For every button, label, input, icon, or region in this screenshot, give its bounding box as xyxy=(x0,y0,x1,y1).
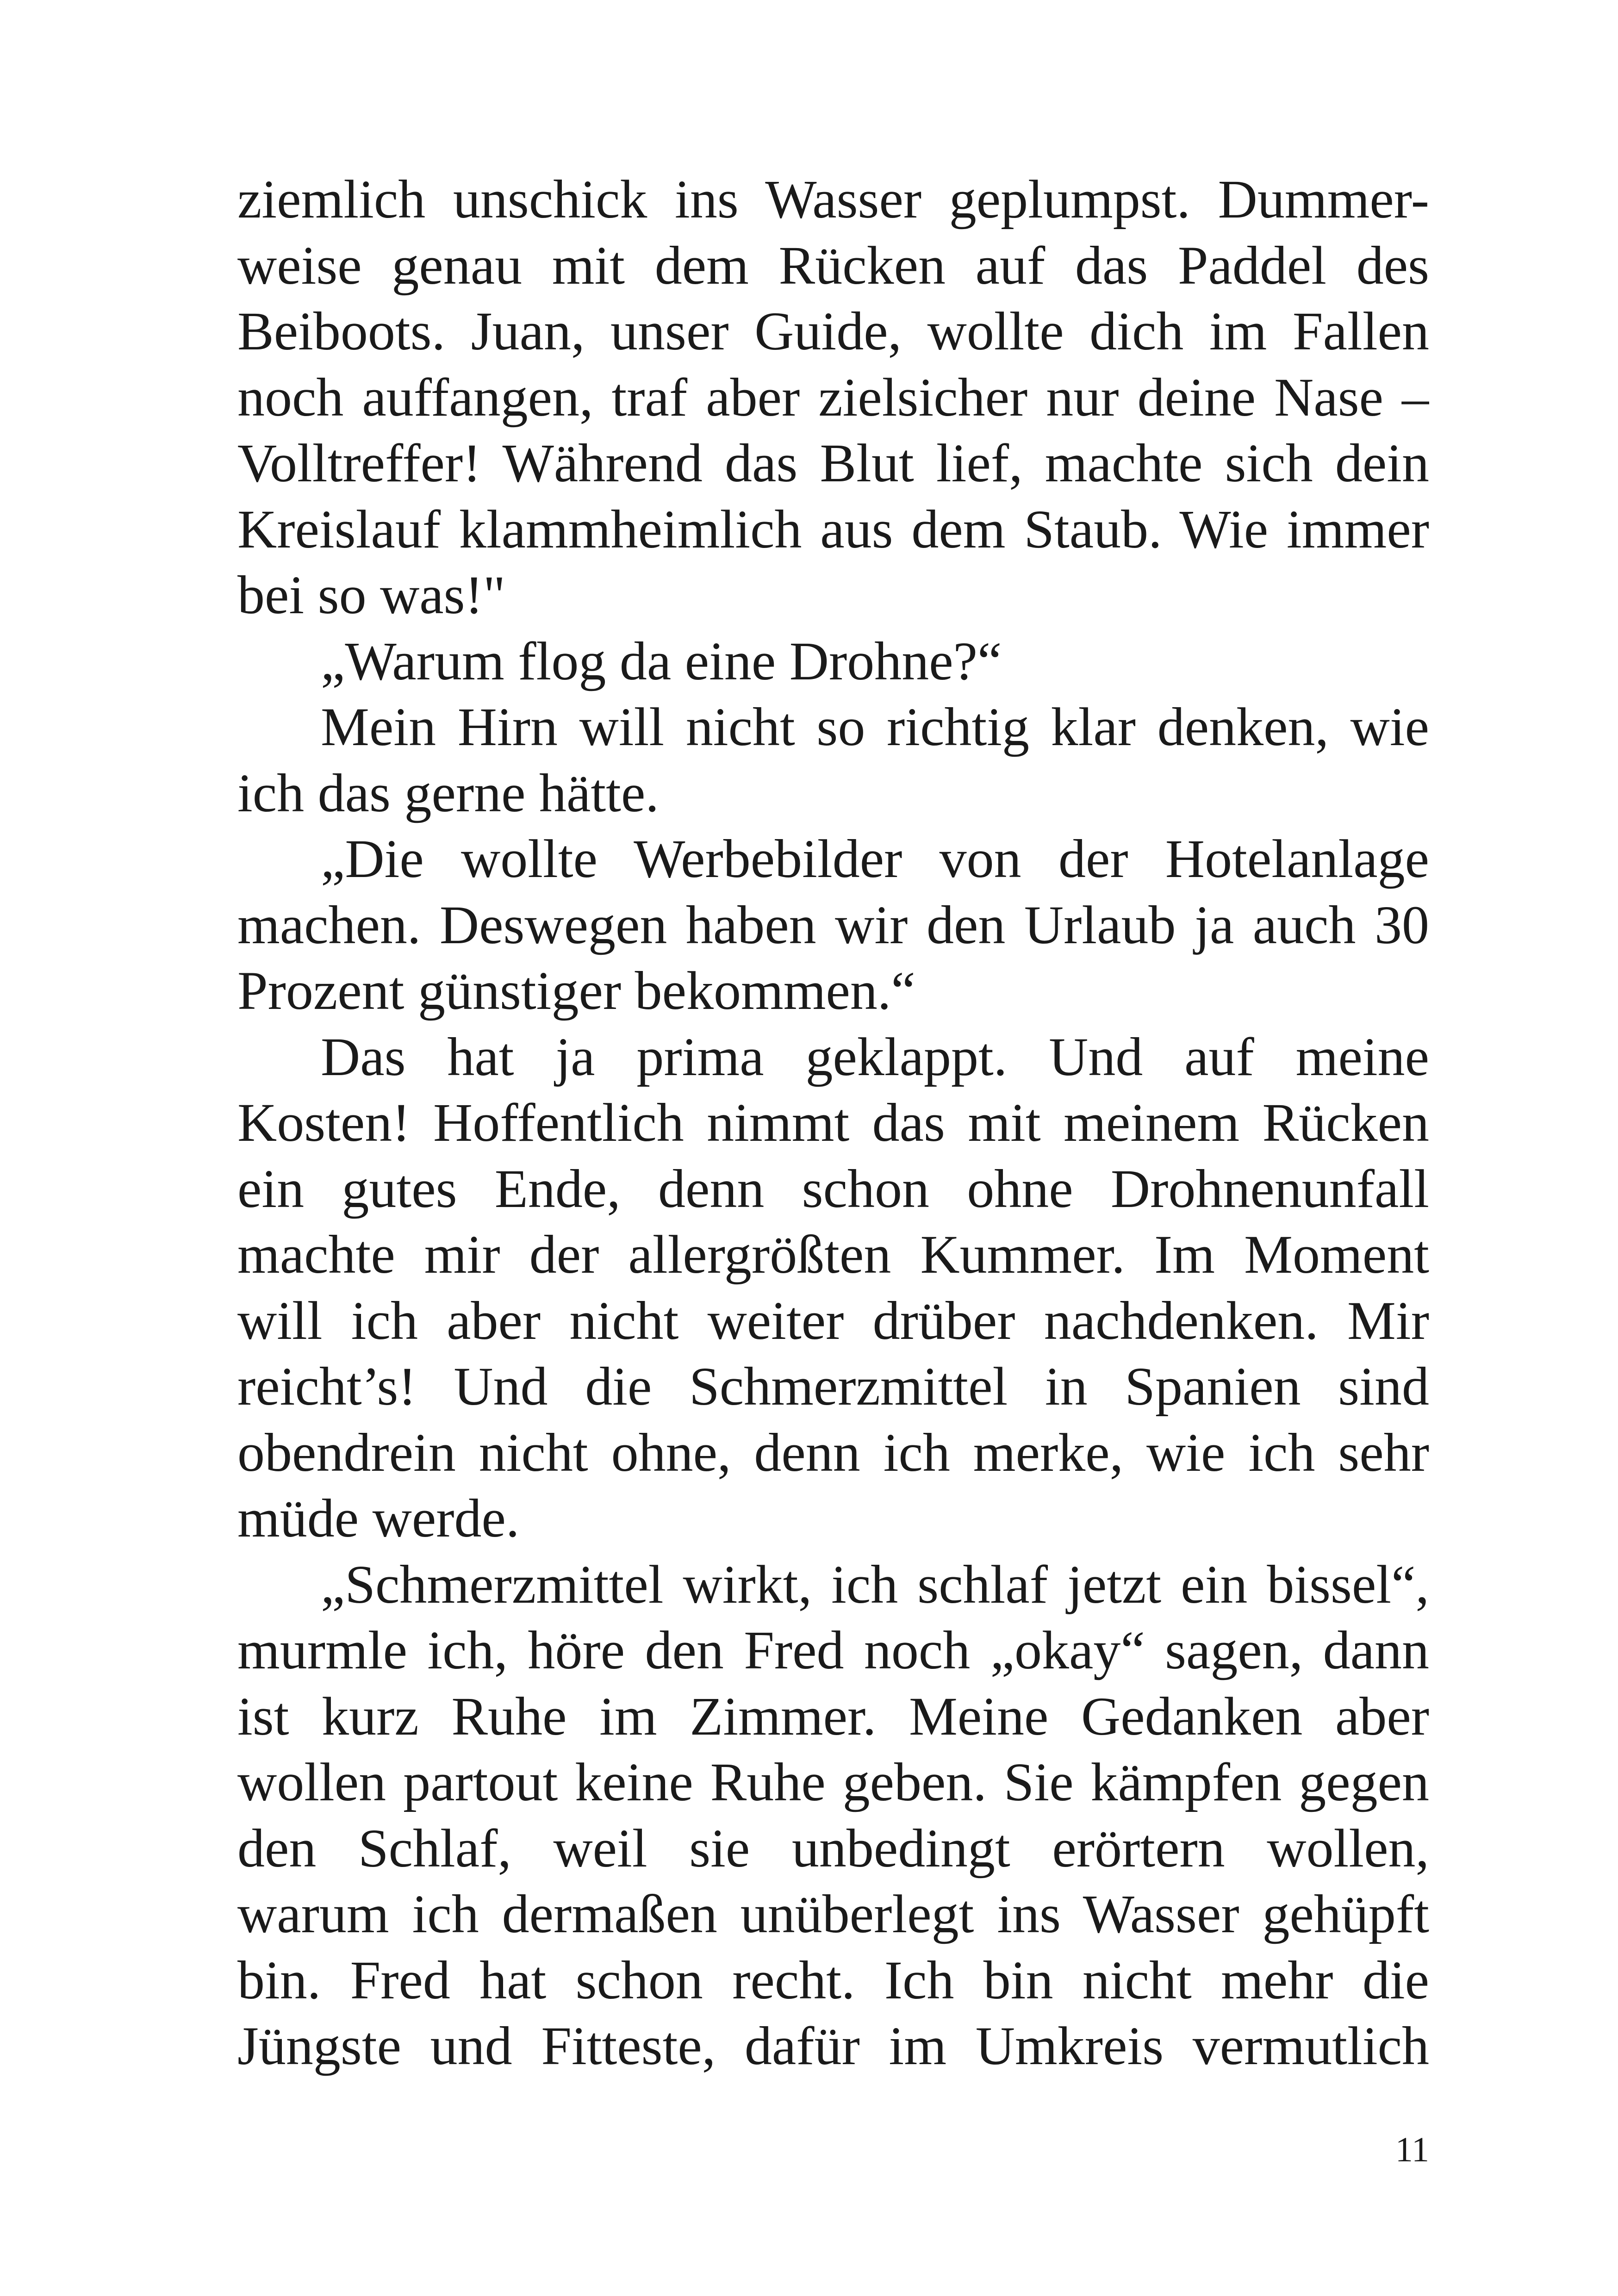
text-line: will ich aber nicht weiter drüber nachdenken. Mir xyxy=(237,1290,1429,1351)
text-line: obendrein nicht ohne, denn ich merke, wie ich sehr xyxy=(237,1422,1429,1483)
text-line: Jüngste und Fitteste, dafür im Umkreis vermutlich xyxy=(237,2016,1429,2076)
text-line: ziemlich unschick ins Wasser geplumpst. Dummer- xyxy=(237,169,1429,230)
text-line: ich das gerne hätte. xyxy=(237,762,659,823)
text-line: machen. Deswegen haben wir den Urlaub ja auch 30 xyxy=(237,894,1429,955)
text-line: noch auffangen, traf aber zielsicher nur deine Nase – xyxy=(237,367,1429,428)
text-line: Beiboots. Juan, unser Guide, wollte dich im Fallen xyxy=(237,301,1429,361)
text-line: „Schmerzmittel wirkt, ich schlaf jetzt ein bissel“, xyxy=(321,1554,1429,1615)
body-text xyxy=(237,167,1429,2079)
text-line: warum ich dermaßen unüberlegt ins Wasser gehüpft xyxy=(237,1884,1429,1944)
text-line: den Schlaf, weil sie unbedingt erörtern wollen, xyxy=(237,1817,1429,1879)
text-line: Prozent günstiger bekommen.“ xyxy=(237,960,915,1021)
text-line: ist kurz Ruhe im Zimmer. Meine Gedanken aber xyxy=(237,1686,1429,1747)
page-number: 11 xyxy=(1395,2130,1429,2169)
text-line: ein gutes Ende, denn schon ohne Drohnenunfall xyxy=(237,1158,1429,1219)
text-line: müde werde. xyxy=(237,1488,520,1549)
text-line: „Warum flog da eine Drohne?“ xyxy=(321,630,1002,691)
text-line: Kreislauf klammheimlich aus dem Staub. Wie immer xyxy=(237,498,1429,560)
text-line: Das hat ja prima geklappt. Und auf meine xyxy=(321,1026,1429,1087)
text-line: murmle ich, höre den Fred noch „okay“ sagen, dann xyxy=(237,1620,1429,1680)
text-line: Volltreffer! Während das Blut lief, machte sich dein xyxy=(237,433,1429,493)
text-line: Kosten! Hoffentlich nimmt das mit meinem Rücken xyxy=(237,1092,1429,1153)
text-line: „Die wollte Werbebilder von der Hotelanlage xyxy=(321,828,1429,889)
text-line: bei so was!" xyxy=(237,565,506,625)
text-line: bin. Fred hat schon recht. Ich bin nicht mehr die xyxy=(237,1949,1429,2010)
text-line: wollen partout keine Ruhe geben. Sie kämpfen gegen xyxy=(237,1752,1429,1812)
text-line: Mein Hirn will nicht so richtig klar denken, wie xyxy=(321,697,1429,757)
text-line: reicht’s! Und die Schmerzmittel in Spanien sind xyxy=(237,1356,1429,1417)
text-line: machte mir der allergrößten Kummer. Im Moment xyxy=(237,1224,1429,1285)
text-line: weise genau mit dem Rücken auf das Paddel des xyxy=(237,235,1429,296)
